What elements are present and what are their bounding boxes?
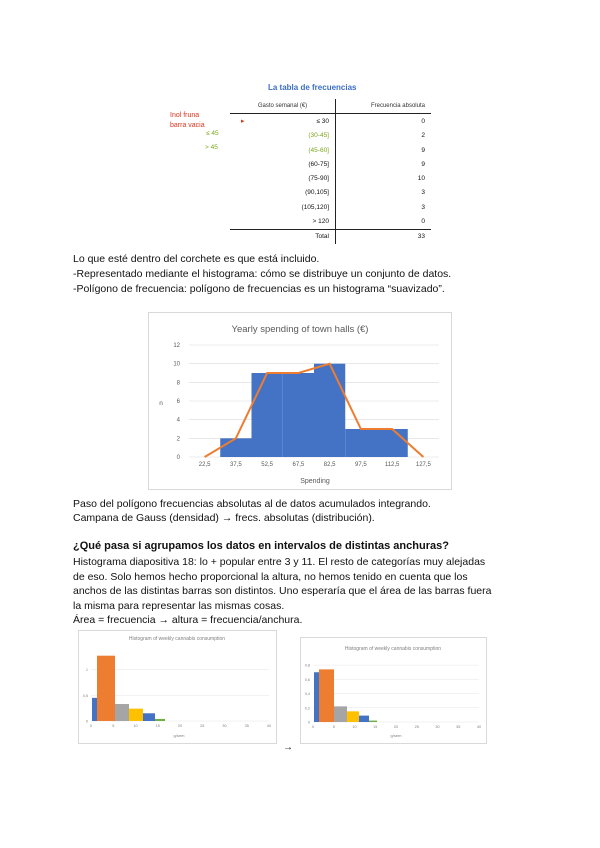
table-total-row <box>230 229 431 244</box>
y-tick-label: 12 <box>173 343 180 349</box>
thumb-bar <box>155 719 165 721</box>
thumb-x-tick: 20 <box>177 724 183 728</box>
thumb-y-tick: 0,5 <box>82 693 88 698</box>
table-row <box>230 157 431 171</box>
thumb-y-tick: 0,2 <box>304 706 310 711</box>
thumb-y-tick: 0,4 <box>304 692 310 697</box>
paragraph-polygon: -Polígono de frecuencia: polígono de frecuencias es un histograma “suavizado”. <box>73 283 445 295</box>
thumb-x-tick: 15 <box>155 724 160 728</box>
y-tick-label: 2 <box>176 436 180 443</box>
thumb-y-tick: 0 <box>307 720 310 725</box>
thumbnail-left-svg <box>79 631 276 743</box>
thumb-bar <box>369 721 377 722</box>
histogram-bar <box>283 373 314 457</box>
thumb-x-tick: 20 <box>393 725 399 729</box>
thumb-left-xlabel: g/sem <box>173 733 185 738</box>
total-value: 33 <box>336 229 432 244</box>
freq-cell: 3 <box>421 203 425 211</box>
thumb-x-tick: 25 <box>414 725 419 729</box>
interval-cell: (30-45] <box>230 129 336 143</box>
table-row <box>230 214 431 229</box>
thumb-right-xlabel: g/sem <box>390 733 402 738</box>
histogram-bar <box>345 429 376 457</box>
freq-cell: 0 <box>421 218 425 226</box>
paragraph-histogram: -Representado mediante el histograma: cómo se distribuye un conjunto de datos. <box>73 268 452 280</box>
table-row <box>230 143 431 157</box>
freq-cell: 9 <box>421 146 425 154</box>
thumb-bar <box>97 656 115 721</box>
table-row <box>230 171 431 185</box>
total-label: Total <box>230 229 336 244</box>
x-tick-label: 52,5 <box>261 462 273 468</box>
y-tick-label: 8 <box>176 380 180 387</box>
thumb-x-tick: 25 <box>200 724 205 728</box>
side-note-red-1: Inol fruna <box>170 112 200 119</box>
histogram-thumbnail-right <box>300 637 487 744</box>
interval-cell: (105,120] <box>230 200 336 214</box>
paragraph-cumulative: Paso del polígono frecuencias absolutas al de datos acumulados integrando. <box>73 498 431 510</box>
thumb-x-tick: 35 <box>456 725 461 729</box>
thumb-bar <box>319 669 334 722</box>
table-row <box>230 129 431 143</box>
thumb-bar <box>92 698 97 721</box>
histogram-chart <box>148 312 452 490</box>
thumb-x-tick: 15 <box>373 725 378 729</box>
interval-cell: (75-90] <box>230 171 336 185</box>
histogram-bar <box>377 429 408 457</box>
side-note-red-2: barra vacia <box>170 122 205 129</box>
thumb-left-title: Histogram of weekly cannabis consumption <box>128 636 226 642</box>
thumb-bar <box>129 709 143 721</box>
thumb-x-tick: 10 <box>352 725 357 729</box>
paragraph-gauss: Campana de Gauss (densidad) → frecs. absolutas (distribución). <box>73 512 375 524</box>
chart-title: Yearly spending of town halls (€) <box>231 324 369 335</box>
side-note-green-1: ≤ 45 <box>206 130 219 137</box>
thumbnail-right-svg <box>301 638 486 743</box>
interval-cell: (45-60] <box>230 143 336 157</box>
thumb-x-tick: 5 <box>332 725 335 729</box>
side-note-green-2: > 45 <box>205 144 218 151</box>
thumb-x-tick: 30 <box>435 725 440 729</box>
table-row <box>230 114 431 129</box>
x-tick-label: 112,5 <box>384 462 400 468</box>
y-tick-label: 0 <box>176 455 180 461</box>
thumb-x-tick: 40 <box>266 724 272 728</box>
arrow-mark-icon: ▸ <box>241 118 245 125</box>
thumb-bar <box>143 713 155 721</box>
y-tick-label: 6 <box>176 399 180 405</box>
thumb-x-tick: 30 <box>222 724 227 728</box>
y-axis-label: n <box>159 400 163 407</box>
thumb-x-tick: 35 <box>244 724 249 728</box>
table-title: La tabla de frecuencias <box>268 83 357 92</box>
x-tick-label: 22,5 <box>198 462 211 468</box>
freq-cell: 3 <box>421 189 425 197</box>
thumb-right-title: Histogram of weekly cannabis consumption <box>344 646 442 652</box>
histogram-bar <box>220 438 251 457</box>
paragraph-area-formula: Área = frecuencia → altura = frecuencia/anchura. <box>73 614 303 626</box>
interval-cell: (60-75] <box>230 157 336 171</box>
y-tick-label: 4 <box>176 417 180 424</box>
freq-cell: 2 <box>421 132 425 140</box>
paragraph-slide-18: Histograma diapositiva 18: lo + popular entre 3 y 11. El resto de categorías muy alejadas de eso. Solo hemos hecho proporcional la altura, no hemos tenido en cuenta que los anchos de las distintas barras son distintos. Uno esperaría que el área de las barras fuera la misma para representar las mismas cosas. <box>73 556 492 612</box>
paragraph-bracket-note: Lo que esté dentro del corchete es que está incluido. <box>73 253 320 265</box>
thumb-y-tick: 0,8 <box>304 663 310 668</box>
freq-cell: 0 <box>421 117 425 125</box>
freq-cell: 9 <box>421 160 425 168</box>
histogram-thumbnail-left <box>78 630 277 744</box>
thumb-bar <box>334 706 347 722</box>
section-heading: ¿Qué pasa si agrupamos los datos en intervalos de distintas anchuras? <box>73 540 449 552</box>
thumb-bar <box>115 704 129 721</box>
header-frequency: Frecuencia absoluta <box>336 99 432 114</box>
thumb-x-tick: 10 <box>133 724 138 728</box>
arrow-icon: → <box>283 742 293 753</box>
thumb-y-tick: 1 <box>85 668 88 673</box>
frequency-table <box>230 99 431 244</box>
x-tick-label: 37,5 <box>230 462 242 468</box>
x-tick-label: 67,5 <box>292 462 305 468</box>
interval-cell: (90,105] <box>230 186 336 200</box>
thumb-bar <box>347 711 359 722</box>
thumb-bar <box>359 716 369 722</box>
histogram-bar <box>314 364 345 457</box>
x-tick-label: 82,5 <box>323 462 336 468</box>
histogram-svg <box>149 313 451 489</box>
thumb-x-tick: 0 <box>89 724 93 728</box>
thumb-x-tick: 5 <box>112 724 115 728</box>
thumb-x-tick: 40 <box>476 725 482 729</box>
x-tick-label: 127,5 <box>415 462 431 468</box>
thumb-bar <box>314 672 319 722</box>
thumb-x-tick: 0 <box>311 725 315 729</box>
thumb-y-tick: 0 <box>85 719 88 724</box>
table-header-row <box>230 99 431 114</box>
freq-cell: 10 <box>417 175 425 183</box>
thumb-y-tick: 0,6 <box>304 677 310 682</box>
x-tick-label: 97,5 <box>355 462 367 468</box>
header-interval: Gasto semanal (€) <box>230 99 336 114</box>
table-row <box>230 200 431 214</box>
interval-cell: ≤ 30 <box>230 114 336 129</box>
histogram-bar <box>252 373 283 457</box>
y-tick-label: 10 <box>173 361 180 368</box>
interval-cell: > 120 <box>230 214 336 229</box>
table-row <box>230 186 431 200</box>
x-axis-label: Spending <box>300 478 330 485</box>
